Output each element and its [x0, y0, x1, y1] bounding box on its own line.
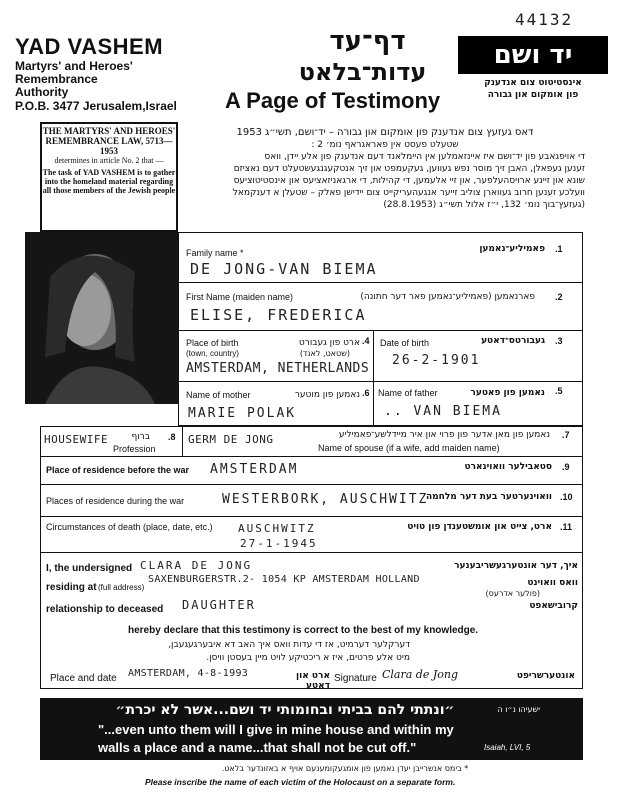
place-of-birth-value: AMSTERDAM, NETHERLANDS — [186, 361, 370, 376]
signature-label: Signature — [334, 673, 377, 684]
field-num-1: .1 — [555, 244, 563, 254]
field-num-3: .3 — [555, 336, 563, 346]
law-heb-4: זענען געפאלן, האבן זיך מוסר נפש געווען, געקעמפט און זיך אנטקעגנגעשטעלט דעם נאציזם — [233, 164, 585, 174]
death-circumstances-label: Circumstances of death (place, date, etc.) — [46, 522, 213, 532]
residence-during-war-label: Places of residence during the war — [46, 496, 185, 506]
field-num-5: .5 — [555, 386, 563, 396]
org-lines — [15, 60, 133, 99]
residing-heb-sub: (פולער אדרעס) — [485, 589, 540, 598]
father-name-value: .. VAN BIEMA — [384, 404, 502, 419]
relationship-value: DAUGHTER — [182, 598, 256, 612]
field-num-8: .8 — [168, 432, 176, 442]
residence-before-war-heb: סטאבילער וואוינארט — [464, 462, 552, 472]
father-name-heb: נאמען פון פאטער — [470, 388, 545, 398]
banner-line-1: "...even unto them will I give in mine house and within my — [98, 722, 454, 737]
declaration-heb-2: מיט אלע פרטים, איז א ריכטיקע לויט מיין בעסטן וויסן. — [206, 653, 410, 663]
place-of-birth-heb-sub: (שטאט, לאנד) — [299, 349, 350, 358]
residing-heb: וואס וואוינט — [527, 578, 578, 588]
profession-value: HOUSEWIFE — [44, 433, 109, 446]
footer-heb: * בימס אנשרייבן יעדן נאמען פון אומגעקומענעם אויף א באזונדער בלאט. — [221, 764, 469, 773]
residence-during-war-value: WESTERBORK, AUSCHWITZ — [222, 492, 429, 507]
logo-sub-2: פון אומקום און גבורה — [487, 90, 579, 100]
relationship-heb: קרובישאפט — [529, 601, 578, 611]
date-of-birth-value: 26-2-1901 — [392, 353, 481, 368]
declaration-heb-1: דערקלער דערמיט, אז די עדות וואס איך האב דא איבערגעגעבן, — [168, 640, 410, 650]
relationship-label: relationship to deceased — [46, 604, 164, 615]
banner-line-2: walls a place and a name...that shall not be cut off." — [98, 740, 417, 755]
first-name-value: ELISE, FREDERICA — [190, 306, 367, 324]
date-of-birth-heb: געבורטס־דאטע — [481, 336, 545, 346]
form-title: A Page of Testimony — [225, 88, 441, 113]
death-place-value: AUSCHWITZ — [238, 522, 316, 535]
residing-value: SAXENBURGERSTR.2- 1054 KP AMSTERDAM HOLLAND — [148, 574, 420, 585]
field-num-2: .2 — [555, 292, 563, 302]
residing-sub: (full address) — [98, 583, 145, 592]
spouse-name-heb: נאמען פון מאן אדער פון פרוי און איר מיידלשע־פאמיליע — [338, 430, 550, 440]
signature-value: Clara de Jong — [382, 668, 459, 681]
banner-heb-ref: ישעיהו נ״ו ה — [497, 705, 540, 714]
place-of-birth-heb: ארט פון געבורט — [298, 338, 360, 348]
place-date-label: Place and date — [50, 673, 117, 684]
law-heb-5: שונא און זיינע ארויסהעלפער, און זיי אלעמען, די קהילות, די ארגאניזאציעס און אינסטיטוציעס — [233, 176, 585, 186]
org-line-1: Martyrs' and Heroes' — [15, 59, 133, 73]
law-heb-6: וועלכע זענען חרוב געווארן צוליב זייער אנגעהעריקייט צום יידישן פאלק – שטעלן א דענקמאל — [232, 188, 585, 198]
place-date-heb: ארט און דאטע — [296, 671, 330, 691]
family-name-value: DE JONG-VAN BIEMA — [190, 260, 378, 278]
heb-title-2: עדות־בלאט — [298, 58, 427, 86]
mother-name-value: MARIE POLAK — [188, 406, 297, 421]
law-heb-7: (געזעץ־בוך נומ׳ 132, י״ז אלול תשי״ג (28.8.1953) — [383, 200, 585, 210]
death-date-value: 27-1-1945 — [240, 537, 318, 550]
logo-sub-1: אינסטיטוט צום אנדענק — [484, 78, 582, 88]
banner-ref: Isaiah, LVI, 5 — [484, 743, 531, 752]
archive-number: 44132 — [515, 10, 574, 29]
quote-banner — [40, 698, 583, 760]
footer-text: Please inscribe the name of each victim of the Holocaust on a separate form. — [145, 777, 456, 787]
field-num-11: .11 — [560, 522, 573, 532]
family-name-label: Family name * — [186, 248, 244, 258]
field-num-6: .6 — [362, 388, 370, 398]
photo-portrait — [25, 232, 179, 404]
law-box — [40, 122, 178, 232]
org-line-2: Remembrance — [15, 72, 98, 86]
law-heb-3: די אויפגאבע פון יד־ושם איז איינזאמלען אין היימלאנד דעם אנדענק פון אלע יידן, וואס — [264, 152, 585, 162]
undersigned-heb: איך, דער אונטערגעשריבענער — [454, 561, 578, 571]
logo-text: יד ושם — [493, 40, 573, 70]
profession-heb: ברוף — [131, 432, 150, 442]
residence-during-war-heb: וואוינערטער בעת דער מלחמה — [425, 492, 552, 502]
law-title: THE MARTYRS' AND HEROES' REMEMBRANCE LAW, 5713—1953 — [42, 126, 176, 156]
first-name-label: First Name (maiden name) — [186, 292, 294, 302]
heb-title-1: דף־עד — [329, 26, 406, 56]
signature-heb: אונטערשריפט — [516, 671, 575, 681]
law-hebrew — [185, 127, 585, 211]
spouse-name-label: Name of spouse (if a wife, add maiden name) — [318, 443, 500, 453]
law-heb-2: שטעלט פעסט אין פאראגראף נומ׳ 2 : — [311, 140, 459, 150]
residence-before-war-label: Place of residence before the war — [46, 465, 190, 475]
date-of-birth-label: Date of birth — [380, 338, 430, 348]
undersigned-value: CLARA DE JONG — [140, 559, 253, 572]
death-circumstances-heb: ארט, צייט און אומשטענדן פון טויט — [407, 522, 552, 532]
declaration-text: hereby declare that this testimony is correct to the best of my knowledge. — [128, 625, 479, 636]
place-of-birth-sub: (town, country) — [186, 349, 239, 358]
field-num-10: .10 — [560, 492, 573, 502]
org-line-3: Authority — [15, 85, 69, 99]
law-text: The task of YAD VASHEM is to gather into the homeland material regarding all those members of the Jewish people — [42, 168, 176, 195]
logo — [458, 36, 608, 74]
mother-name-label: Name of mother — [186, 390, 251, 400]
profession-label: Profession — [113, 444, 156, 454]
law-sub: determines in article No. 2 that — — [54, 156, 164, 165]
family-name-heb: פאמיליע־נאמען — [479, 244, 545, 254]
undersigned-label: I, the undersigned — [46, 563, 133, 574]
field-num-7: .7 — [562, 430, 570, 440]
first-name-heb: פארנאמען (פאמיליע־נאמען פאר דער חתונה) — [360, 292, 535, 302]
field-num-9: .9 — [562, 462, 570, 472]
place-of-birth-label: Place of birth — [186, 338, 239, 348]
residence-before-war-value: AMSTERDAM — [210, 462, 299, 477]
banner-heb: ״ונתתי להם בביתי ובחומותי יד ושם...אשר לא יכרת״ — [115, 702, 455, 718]
victim-photo — [25, 232, 179, 404]
place-date-value: AMSTERDAM, 4-8-1993 — [128, 668, 249, 679]
law-heb-1: דאס געזעץ צום אנדענק פון אומקום און גבורה – יד־ושם, תשי״ג 1953 — [236, 127, 534, 138]
spouse-name-value: GERM DE JONG — [188, 433, 274, 446]
residing-label: residing at — [46, 582, 97, 593]
father-name-label: Name of father — [378, 388, 438, 398]
field-num-4: .4 — [362, 336, 370, 346]
org-name: YAD VASHEM — [15, 34, 164, 59]
mother-name-heb: נאמען פון מוטער — [294, 390, 360, 400]
org-address: P.O.B. 3477 Jerusalem,Israel — [15, 99, 177, 113]
